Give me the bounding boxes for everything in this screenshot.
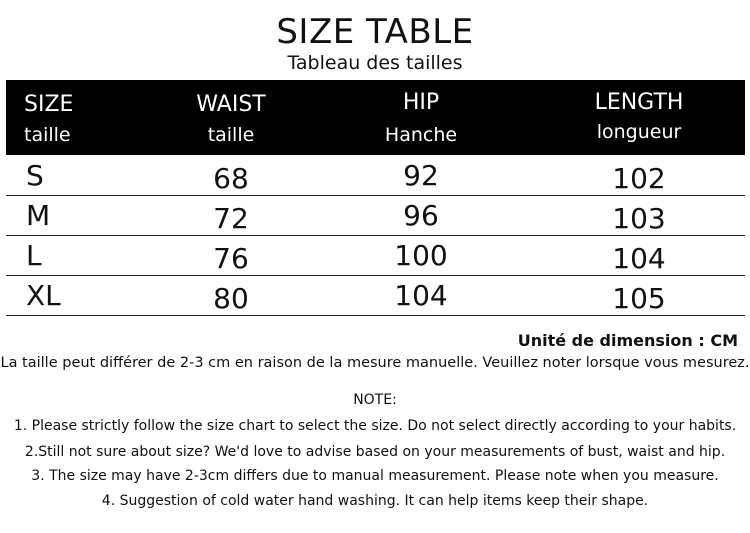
note-item: 1. Please strictly follow the size chart to select the size. Do not select directly according to your habits.: [13, 418, 737, 434]
notes-title: NOTE:: [353, 392, 397, 408]
unit-note: Unité de dimension : CM: [517, 331, 738, 350]
header-waist-label: WAIST: [196, 92, 266, 117]
header-size-label-fr: taille: [24, 124, 71, 146]
table-row: [6, 196, 745, 236]
header-hip-label: HIP: [402, 90, 440, 115]
hip-cell: 100: [394, 239, 448, 272]
header-hip-label-fr: Hanche: [384, 124, 458, 146]
header-waist: [136, 80, 326, 155]
size-cell: L: [26, 239, 42, 272]
hip-cell: 104: [394, 279, 448, 312]
hip-cell: 92: [403, 159, 439, 192]
table-row: [6, 236, 745, 276]
size-cell: S: [26, 159, 44, 192]
header-size-label: SIZE: [24, 92, 74, 117]
length-cell: 103: [612, 202, 666, 235]
length-cell: 105: [612, 282, 666, 315]
size-cell: M: [26, 199, 51, 232]
header-length-label-fr: longueur: [596, 121, 682, 143]
size-cell: XL: [26, 279, 61, 312]
header-size: [6, 80, 106, 155]
waist-cell: 76: [213, 242, 249, 275]
waist-cell: 80: [213, 282, 249, 315]
table-row: [6, 156, 745, 196]
measurement-disclaimer: La taille peut différer de 2-3 cm en raison de la mesure manuelle. Veuillez noter lorsque vous mesurez.: [0, 355, 750, 371]
header-hip: [326, 80, 516, 155]
length-cell: 102: [612, 162, 666, 195]
table-row: [6, 276, 745, 316]
note-item: 3. The size may have 2-3cm differs due to manual measurement. Please note when you measure.: [31, 468, 719, 484]
note-item: 4. Suggestion of cold water hand washing. It can help items keep their shape.: [101, 493, 649, 509]
waist-cell: 72: [213, 202, 249, 235]
page-title: SIZE TABLE: [276, 12, 474, 52]
header-waist-label-fr: taille: [207, 124, 255, 146]
waist-cell: 68: [213, 162, 249, 195]
table-header: [6, 80, 745, 155]
note-item: 2.Still not sure about size? We'd love to advise based on your measurements of bust, waist and hip.: [24, 444, 726, 460]
length-cell: 104: [612, 242, 666, 275]
hip-cell: 96: [403, 199, 439, 232]
page-subtitle: Tableau des tailles: [287, 52, 463, 74]
header-length-label: LENGTH: [594, 90, 684, 115]
header-length: [534, 80, 744, 155]
